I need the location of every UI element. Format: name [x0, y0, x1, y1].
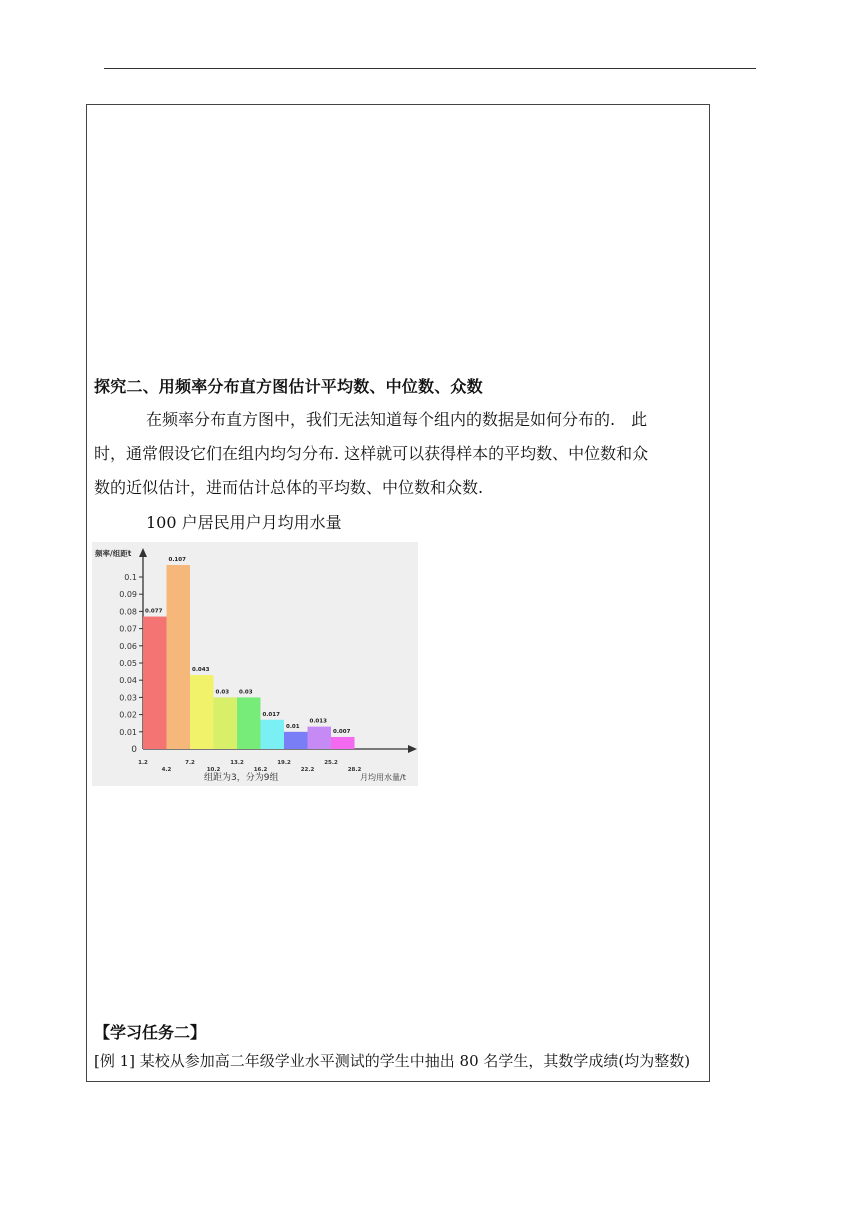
y-tick-label: 0.02	[119, 710, 137, 720]
y-tick-label: 0.04	[119, 676, 137, 686]
x-tick-label: 10.2	[206, 767, 221, 773]
section-paragraph	[94, 403, 706, 505]
x-tick-label: 19.2	[277, 760, 291, 766]
y-axis-title: 频率/组距t	[95, 549, 132, 558]
bar-value-label: 0.007	[333, 728, 351, 735]
x-axis-arrow	[408, 745, 417, 753]
histogram-bar	[261, 720, 285, 749]
bar-value-label: 0.077	[145, 608, 163, 615]
y-tick-label: 0.07	[119, 624, 137, 634]
histogram-bar	[284, 732, 308, 749]
y-tick-label: 0.03	[119, 693, 137, 703]
x-tick-label: 28.2	[347, 767, 362, 773]
chart-group-caption: 组距为3，分为9组	[204, 773, 279, 783]
bar-value-label: 0.043	[192, 667, 210, 674]
y-tick-label: 0.06	[119, 641, 137, 651]
x-tick-label: 7.2	[185, 760, 195, 766]
histogram-bar	[237, 697, 261, 749]
bar-value-label: 0.03	[215, 689, 230, 696]
histogram-bar	[308, 727, 332, 749]
y-tick-label: 0	[131, 745, 137, 755]
y-tick-label: 0.08	[119, 607, 137, 617]
bar-value-label: 0.107	[168, 556, 186, 563]
histogram-bar	[190, 675, 214, 749]
histogram-bar	[143, 617, 167, 749]
chart-caption-title: 100 户居民用户月均用水量	[146, 513, 342, 532]
header-rule	[104, 68, 756, 69]
histogram-bar	[331, 737, 355, 749]
x-tick-label: 13.2	[230, 760, 244, 766]
paragraph-line: 时，通常假设它们在组内均匀分布. 这样就可以获得样本的平均数、中位数和众	[94, 444, 649, 463]
x-tick-label: 4.2	[161, 767, 172, 773]
section-heading: 探究二、用频率分布直方图估计平均数、中位数、众数	[94, 377, 483, 396]
paragraph-line: 在频率分布直方图中，我们无法知道每个组内的数据是如何分布的. 此	[146, 410, 648, 429]
y-tick-label: 0.05	[119, 659, 137, 668]
x-axis-title: 月均用水量/t	[360, 773, 406, 782]
x-tick-label: 22.2	[300, 767, 315, 773]
y-tick-label: 0.01	[119, 727, 137, 737]
bar-value-label: 0.03	[239, 689, 253, 696]
histogram-bar	[214, 697, 238, 749]
histogram-bar	[167, 565, 191, 749]
x-tick-label: 25.2	[324, 760, 338, 766]
y-tick-label: 0.09	[119, 590, 137, 600]
bar-value-label: 0.01	[286, 723, 300, 730]
x-tick-label: 1.2	[138, 760, 148, 766]
y-tick-label: 0.1	[124, 573, 137, 582]
y-axis-arrow	[139, 548, 147, 557]
example-text: [例 1] 某校从参加高二年级学业水平测试的学生中抽出 80 名学生，其数学成绩(均为整数)	[94, 1052, 691, 1070]
bar-value-label: 0.017	[262, 711, 280, 718]
histogram-svg	[92, 542, 418, 786]
bar-value-label: 0.013	[309, 718, 327, 725]
x-tick-label: 16.2	[253, 767, 268, 773]
histogram-figure	[92, 542, 418, 786]
task-heading: 【学习任务二】	[94, 1023, 207, 1042]
paragraph-line: 数的近似估计，进而估计总体的平均数、中位数和众数.	[94, 478, 484, 497]
